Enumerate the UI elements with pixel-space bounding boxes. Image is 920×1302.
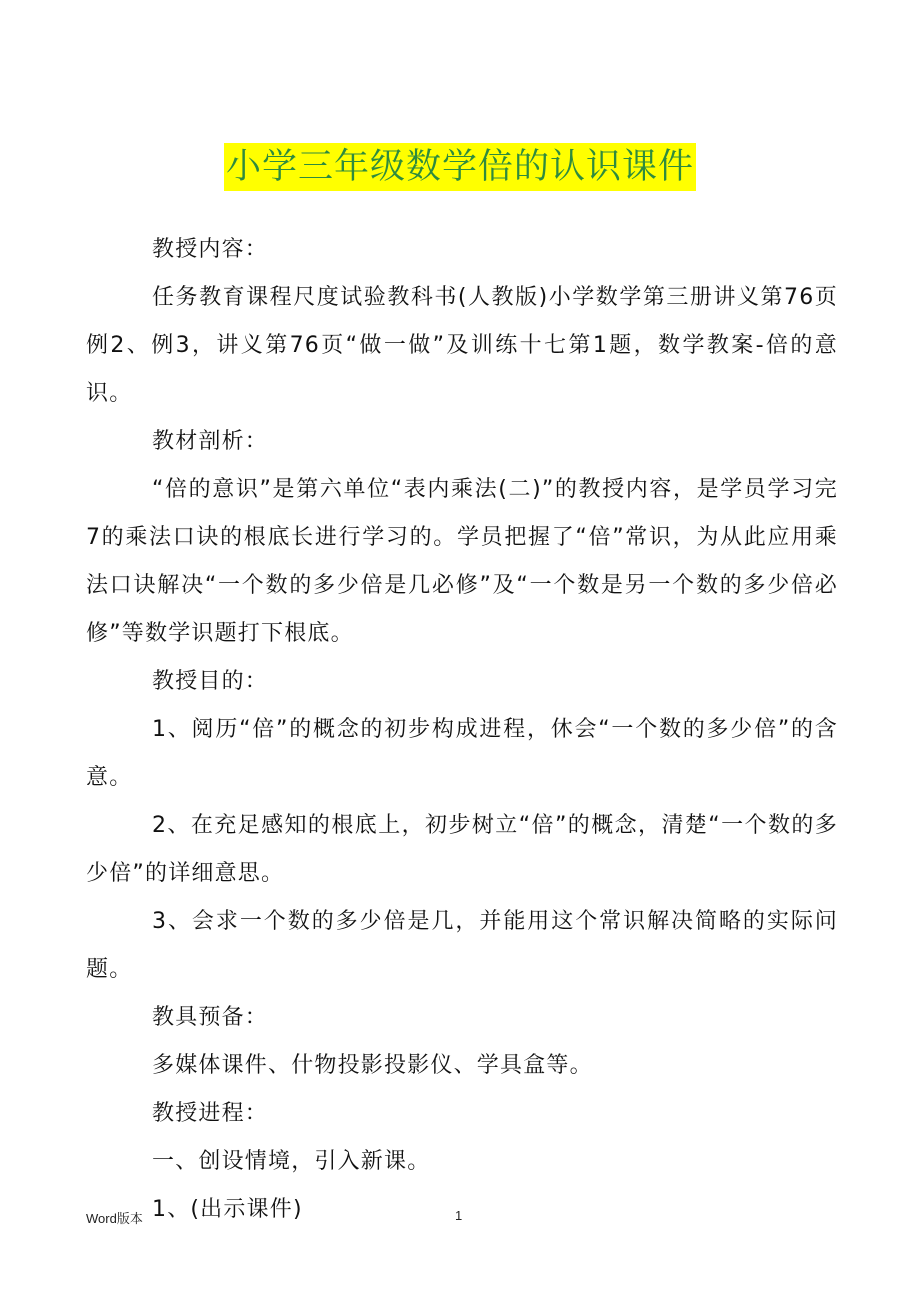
goal-item-1: 1、阅历“倍”的概念的初步构成进程，休会“一个数的多少倍”的含意。	[86, 717, 838, 790]
document-body	[86, 226, 838, 1234]
goal-item-2: 2、在充足感知的根底上，初步树立“倍”的概念，清楚“一个数的多少倍”的详细意思。	[86, 813, 838, 886]
paragraph-teaching-aids: 多媒体课件、什物投影投影仪、学具盒等。	[152, 1053, 593, 1078]
heading-teaching-content: 教授内容：	[152, 237, 269, 262]
document-title: 小学三年级数学倍的认识课件	[224, 143, 696, 191]
footer-page-number: 1	[455, 1208, 463, 1223]
goal-item-3: 3、会求一个数的多少倍是几，并能用这个常识解决简略的实际问题。	[86, 909, 838, 982]
paragraph-material-analysis: “倍的意识”是第六单位“表内乘法(二)”的教授内容，是学员学习完7的乘法口诀的根底长进行学习的。学员把握了“倍”常识，为从此应用乘法口诀解决“一个数的多少倍是几必修”及“一个数是另一个数的多少倍必修”等数学识题打下根底。	[86, 477, 838, 646]
heading-material-analysis: 教材剖析：	[152, 429, 269, 454]
title-container	[0, 143, 920, 191]
process-substep-1: 1、(出示课件)	[152, 1197, 303, 1222]
paragraph-teaching-content: 任务教育课程尺度试验教科书(人教版)小学数学第三册讲义第76页例2、例3，讲义第76页“做一做”及训练十七第1题，数学教案-倍的意识。	[86, 285, 838, 406]
heading-teaching-aids: 教具预备：	[152, 1005, 269, 1030]
process-step-1: 一、创设情境，引入新课。	[152, 1149, 431, 1174]
heading-teaching-goals: 教授目的：	[152, 669, 269, 694]
heading-teaching-process: 教授进程：	[152, 1101, 269, 1126]
footer-version-label: Word版本	[86, 1211, 143, 1226]
